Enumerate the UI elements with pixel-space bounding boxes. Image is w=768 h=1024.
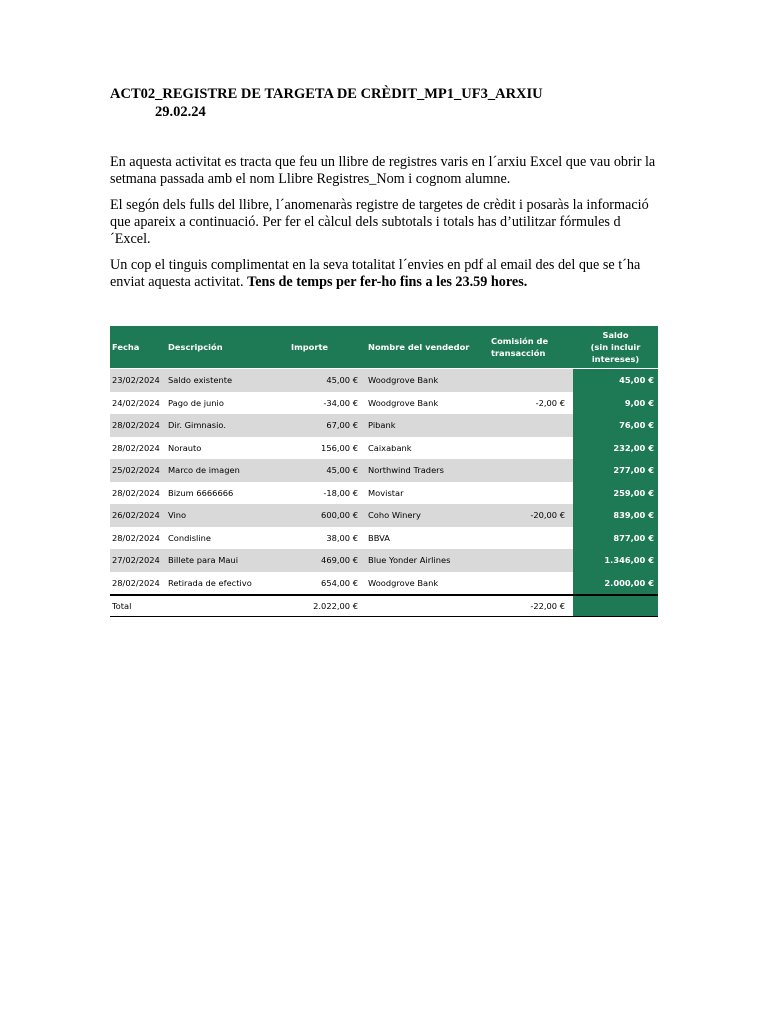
document-date: 29.02.24 bbox=[155, 104, 206, 120]
table-row bbox=[110, 392, 658, 415]
cell-importe: -18,00 € bbox=[289, 482, 366, 505]
cell-fecha: 28/02/2024 bbox=[110, 527, 166, 550]
header-saldo-line2: (sin incluir intereses) bbox=[590, 342, 641, 364]
cell-saldo: 45,00 € bbox=[573, 369, 658, 392]
cell-vendedor: Blue Yonder Airlines bbox=[366, 549, 489, 572]
cell-importe: 469,00 € bbox=[289, 549, 366, 572]
table-row bbox=[110, 504, 658, 527]
cell-comision: -2,00 € bbox=[489, 392, 573, 415]
cell-comision bbox=[489, 459, 573, 482]
cell-fecha: 28/02/2024 bbox=[110, 572, 166, 596]
cell-descripcion: Pago de junio bbox=[166, 392, 289, 415]
cell-descripcion: Marco de imagen bbox=[166, 459, 289, 482]
cell-saldo: 232,00 € bbox=[573, 437, 658, 460]
cell-comision bbox=[489, 414, 573, 437]
total-saldo-cell bbox=[573, 595, 658, 617]
cell-descripcion: Bizum 6666666 bbox=[166, 482, 289, 505]
cell-vendedor: Caixabank bbox=[366, 437, 489, 460]
cell-importe: 45,00 € bbox=[289, 459, 366, 482]
header-vendedor: Nombre del vendedor bbox=[366, 326, 489, 369]
cell-saldo: 2.000,00 € bbox=[573, 572, 658, 596]
cell-descripcion: Billete para Maui bbox=[166, 549, 289, 572]
credit-card-register-table bbox=[110, 326, 658, 617]
cell-fecha: 24/02/2024 bbox=[110, 392, 166, 415]
cell-descripcion: Condisline bbox=[166, 527, 289, 550]
cell-importe: 45,00 € bbox=[289, 369, 366, 392]
header-importe: Importe bbox=[289, 326, 366, 369]
cell-saldo: 1.346,00 € bbox=[573, 549, 658, 572]
cell-importe: 38,00 € bbox=[289, 527, 366, 550]
cell-descripcion: Vino bbox=[166, 504, 289, 527]
cell-descripcion: Saldo existente bbox=[166, 369, 289, 392]
table-row bbox=[110, 549, 658, 572]
header-comision: Comisión de transacción bbox=[489, 326, 573, 369]
table-row bbox=[110, 414, 658, 437]
deadline-bold-text: Tens de temps per fer-ho fins a les 23.59 hores. bbox=[247, 274, 528, 290]
table-row bbox=[110, 459, 658, 482]
cell-vendedor: Woodgrove Bank bbox=[366, 369, 489, 392]
cell-comision: -20,00 € bbox=[489, 504, 573, 527]
cell-fecha: 28/02/2024 bbox=[110, 482, 166, 505]
table-row bbox=[110, 482, 658, 505]
cell-comision bbox=[489, 572, 573, 596]
header-fecha: Fecha bbox=[110, 326, 166, 369]
total-importe: 2.022,00 € bbox=[289, 595, 366, 617]
cell-fecha: 28/02/2024 bbox=[110, 414, 166, 437]
table-header-row bbox=[110, 326, 658, 369]
cell-saldo: 76,00 € bbox=[573, 414, 658, 437]
cell-vendedor: Northwind Traders bbox=[366, 459, 489, 482]
cell-fecha: 27/02/2024 bbox=[110, 549, 166, 572]
table-row bbox=[110, 572, 658, 596]
cell-vendedor: BBVA bbox=[366, 527, 489, 550]
cell-comision bbox=[489, 369, 573, 392]
cell-comision bbox=[489, 437, 573, 460]
total-empty-descripcion bbox=[166, 595, 289, 617]
instructions-paragraph: El segón dels fulls del llibre, l´anomenaràs registre de targetes de crèdit i posaràs la informació que apareix a continuació. Per fer el càlcul dels subtotals i totals has d’utilitzar fórmules d ´Excel. bbox=[110, 197, 649, 247]
cell-importe: -34,00 € bbox=[289, 392, 366, 415]
cell-importe: 67,00 € bbox=[289, 414, 366, 437]
cell-fecha: 25/02/2024 bbox=[110, 459, 166, 482]
cell-saldo: 277,00 € bbox=[573, 459, 658, 482]
total-row bbox=[110, 595, 658, 617]
total-label: Total bbox=[110, 595, 166, 617]
table-row bbox=[110, 527, 658, 550]
table-row bbox=[110, 369, 658, 392]
cell-vendedor: Woodgrove Bank bbox=[366, 392, 489, 415]
cell-comision bbox=[489, 527, 573, 550]
deadline-paragraph bbox=[110, 257, 660, 291]
cell-descripcion: Retirada de efectivo bbox=[166, 572, 289, 596]
cell-comision bbox=[489, 549, 573, 572]
cell-descripcion: Norauto bbox=[166, 437, 289, 460]
cell-vendedor: Pibank bbox=[366, 414, 489, 437]
header-saldo-line1: Saldo bbox=[602, 330, 629, 340]
cell-descripcion: Dir. Gimnasio. bbox=[166, 414, 289, 437]
cell-importe: 654,00 € bbox=[289, 572, 366, 596]
cell-vendedor: Coho Winery bbox=[366, 504, 489, 527]
cell-importe: 600,00 € bbox=[289, 504, 366, 527]
cell-fecha: 28/02/2024 bbox=[110, 437, 166, 460]
cell-fecha: 26/02/2024 bbox=[110, 504, 166, 527]
cell-comision bbox=[489, 482, 573, 505]
cell-saldo: 9,00 € bbox=[573, 392, 658, 415]
table-row bbox=[110, 437, 658, 460]
cell-importe: 156,00 € bbox=[289, 437, 366, 460]
cell-saldo: 877,00 € bbox=[573, 527, 658, 550]
cell-fecha: 23/02/2024 bbox=[110, 369, 166, 392]
total-comision: -22,00 € bbox=[489, 595, 573, 617]
cell-vendedor: Woodgrove Bank bbox=[366, 572, 489, 596]
header-descripcion: Descripción bbox=[166, 326, 289, 369]
cell-saldo: 259,00 € bbox=[573, 482, 658, 505]
intro-paragraph: En aquesta activitat es tracta que feu un llibre de registres varis en l´arxiu Excel que vau obrir la setmana passada amb el nom Llibre Registres_Nom i cognom alumne. bbox=[110, 154, 656, 187]
deadline-text: Un cop el tinguis complimentat en la seva totalitat l´envies en pdf al email des del que se t´ha enviat aquesta activitat. bbox=[110, 257, 641, 290]
header-saldo bbox=[573, 326, 658, 369]
document-title bbox=[110, 85, 543, 121]
title-text: ACT02_REGISTRE DE TARGETA DE CRÈDIT_MP1_UF3_ARXIU bbox=[110, 86, 543, 102]
cell-vendedor: Movistar bbox=[366, 482, 489, 505]
cell-saldo: 839,00 € bbox=[573, 504, 658, 527]
total-empty-vendedor bbox=[366, 595, 489, 617]
